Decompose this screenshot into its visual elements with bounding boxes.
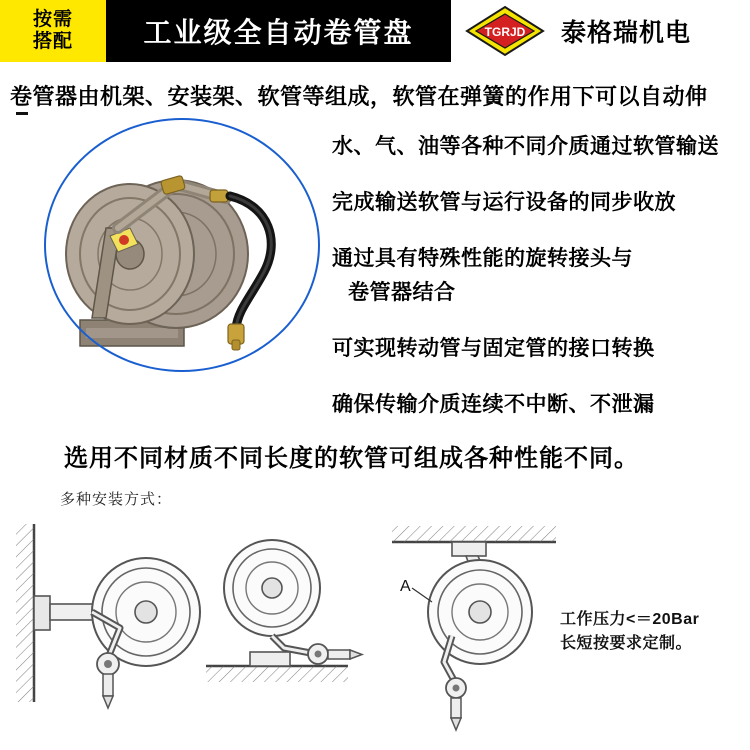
header-title-bar bbox=[106, 0, 451, 62]
spec-note-length: 长短按要求定制。 bbox=[560, 635, 693, 652]
spec-notes bbox=[560, 608, 699, 656]
page-header bbox=[0, 0, 750, 62]
feature-item-3b: 卷管器结合 bbox=[348, 281, 456, 304]
product-photo bbox=[34, 118, 334, 383]
svg-text:TGRJD: TGRJD bbox=[484, 25, 526, 39]
brand-name: 泰格瑞机电 bbox=[561, 19, 692, 47]
feature-list bbox=[332, 130, 750, 444]
company-logo-icon bbox=[465, 5, 545, 57]
mounting-label: 多种安装方式： bbox=[60, 491, 173, 508]
diagram-callout-a: A bbox=[400, 578, 411, 595]
lead-dash bbox=[16, 112, 28, 115]
feature-item-3: 通过具有特殊性能的旋转接头与 bbox=[332, 247, 633, 270]
feature-item-1: 水、气、油等各种不同介质通过软管输送 bbox=[332, 135, 719, 158]
feature-item-2: 完成输送软管与运行设备的同步收放 bbox=[332, 191, 676, 214]
page-title: 工业级全自动卷管盘 bbox=[143, 17, 414, 48]
feature-item-5: 确保传输介质连续不中断、不泄漏 bbox=[332, 393, 655, 416]
header-badge bbox=[0, 0, 106, 62]
mid-headline: 选用不同材质不同长度的软管可组成各种性能不同。 bbox=[64, 445, 639, 472]
header-badge-line2: 搭配 bbox=[32, 31, 73, 52]
spec-note-pressure: 工作压力<＝20Bar bbox=[560, 611, 700, 628]
diagram-floor-mount bbox=[206, 540, 362, 682]
lead-paragraph: 卷管器由机架、安装架、软管等组成，软管在弹簧的作用下可以自动伸 bbox=[10, 84, 708, 109]
header-brand-area bbox=[451, 0, 750, 62]
header-badge-line1: 按需 bbox=[32, 9, 73, 31]
hose-reel-illustration bbox=[58, 132, 308, 362]
diagram-ceiling-mount bbox=[392, 526, 556, 730]
diagram-wall-mount bbox=[16, 524, 200, 708]
feature-item-4: 可实现转动管与固定管的接口转换 bbox=[332, 337, 655, 360]
